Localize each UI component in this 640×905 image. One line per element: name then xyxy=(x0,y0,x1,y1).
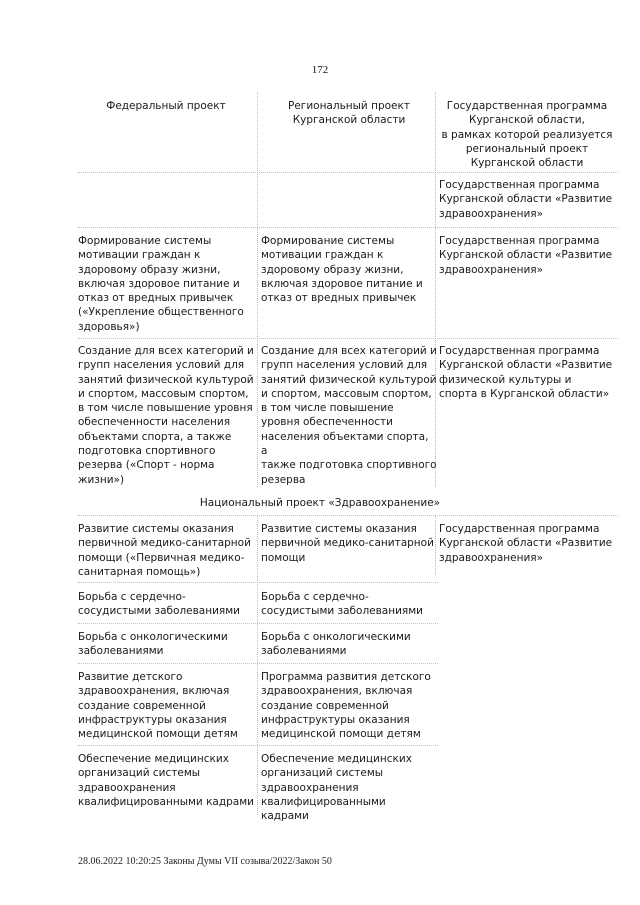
table-cell: Государственная программа Курганской области «Развитие физической культуры и спорта в Курганской области» xyxy=(439,345,613,400)
table-cell: Борьба с онкологическими заболеваниями xyxy=(78,631,228,658)
table-cell: Программа развития детского здравоохранения, включая создание современной инфраструктуры оказания медицинской помощи детям xyxy=(261,671,431,741)
header-state-program: Государственная программа Курганской области, в рамках которой реализуется региональный проект Курганской области xyxy=(441,100,613,170)
table-cell: Создание для всех категорий и групп населения условий для занятий физической культурой и спортом, массовым спортом, в том числе повышение уровня обеспеченности населения объектами спорта, а также подготовка спортивного резерва («Спорт - норма жизни») xyxy=(78,345,254,486)
table-cell: Борьба с сердечно- сосудистыми заболеваниями xyxy=(261,591,423,618)
table-cell: Обеспечение медицинских организаций системы здравоохранения квалифицированными кадрами xyxy=(261,753,412,823)
table-cell: Государственная программа Курганской области «Развитие здравоохранения» xyxy=(439,235,613,276)
column-divider xyxy=(257,92,258,487)
column-divider xyxy=(257,515,258,815)
header-regional-project: Региональный проект Курганской области xyxy=(288,100,410,127)
table-cell: Государственная программа Курганской области «Развитие здравоохранения» xyxy=(439,523,613,564)
table-cell: Борьба с сердечно- сосудистыми заболеваниями xyxy=(78,591,240,618)
table-cell: Создание для всех категорий и групп населения условий для занятий физической культурой и спортом, массовым спортом, в том числе повышение уровня обеспеченности населения объектами спорта, а также подготовка спортивного резерва xyxy=(261,345,437,486)
table-cell: Обеспечение медицинских организаций системы здравоохранения квалифицированными кадрами xyxy=(78,753,254,808)
row-divider xyxy=(78,623,438,624)
table-cell: Формирование системы мотивации граждан к здоровому образу жизни, включая здоровое питание и отказ от вредных привычек xyxy=(261,235,423,305)
table-cell: Борьба с онкологическими заболеваниями xyxy=(261,631,411,658)
footer-stamp: 28.06.2022 10:20:25 Законы Думы VII созыва/2022/Закон 50 xyxy=(78,856,332,867)
row-divider xyxy=(78,172,618,173)
row-divider xyxy=(78,582,438,583)
table-cell: Государственная программа Курганской области «Развитие здравоохранения» xyxy=(439,179,613,220)
table-cell: Формирование системы мотивации граждан к здоровому образу жизни, включая здоровое питание и отказ от вредных привычек («Укрепление общественного здоровья») xyxy=(78,235,244,333)
header-federal-project: Федеральный проект xyxy=(106,100,226,112)
table-cell: Развитие детского здравоохранения, включая создание современной инфраструктуры оказания медицинской помощи детям xyxy=(78,671,238,741)
row-divider xyxy=(78,745,438,746)
row-divider xyxy=(78,663,438,664)
row-divider xyxy=(78,338,618,339)
table-cell: Развитие системы оказания первичной медико-санитарной помощи («Первичная медико- санитарная помощь») xyxy=(78,523,251,578)
page-number: 172 xyxy=(311,64,329,76)
row-divider xyxy=(78,515,618,516)
table-cell: Развитие системы оказания первичной медико-санитарной помощи xyxy=(261,523,434,564)
row-divider xyxy=(78,227,618,228)
section-title: Национальный проект «Здравоохранение» xyxy=(199,497,441,509)
